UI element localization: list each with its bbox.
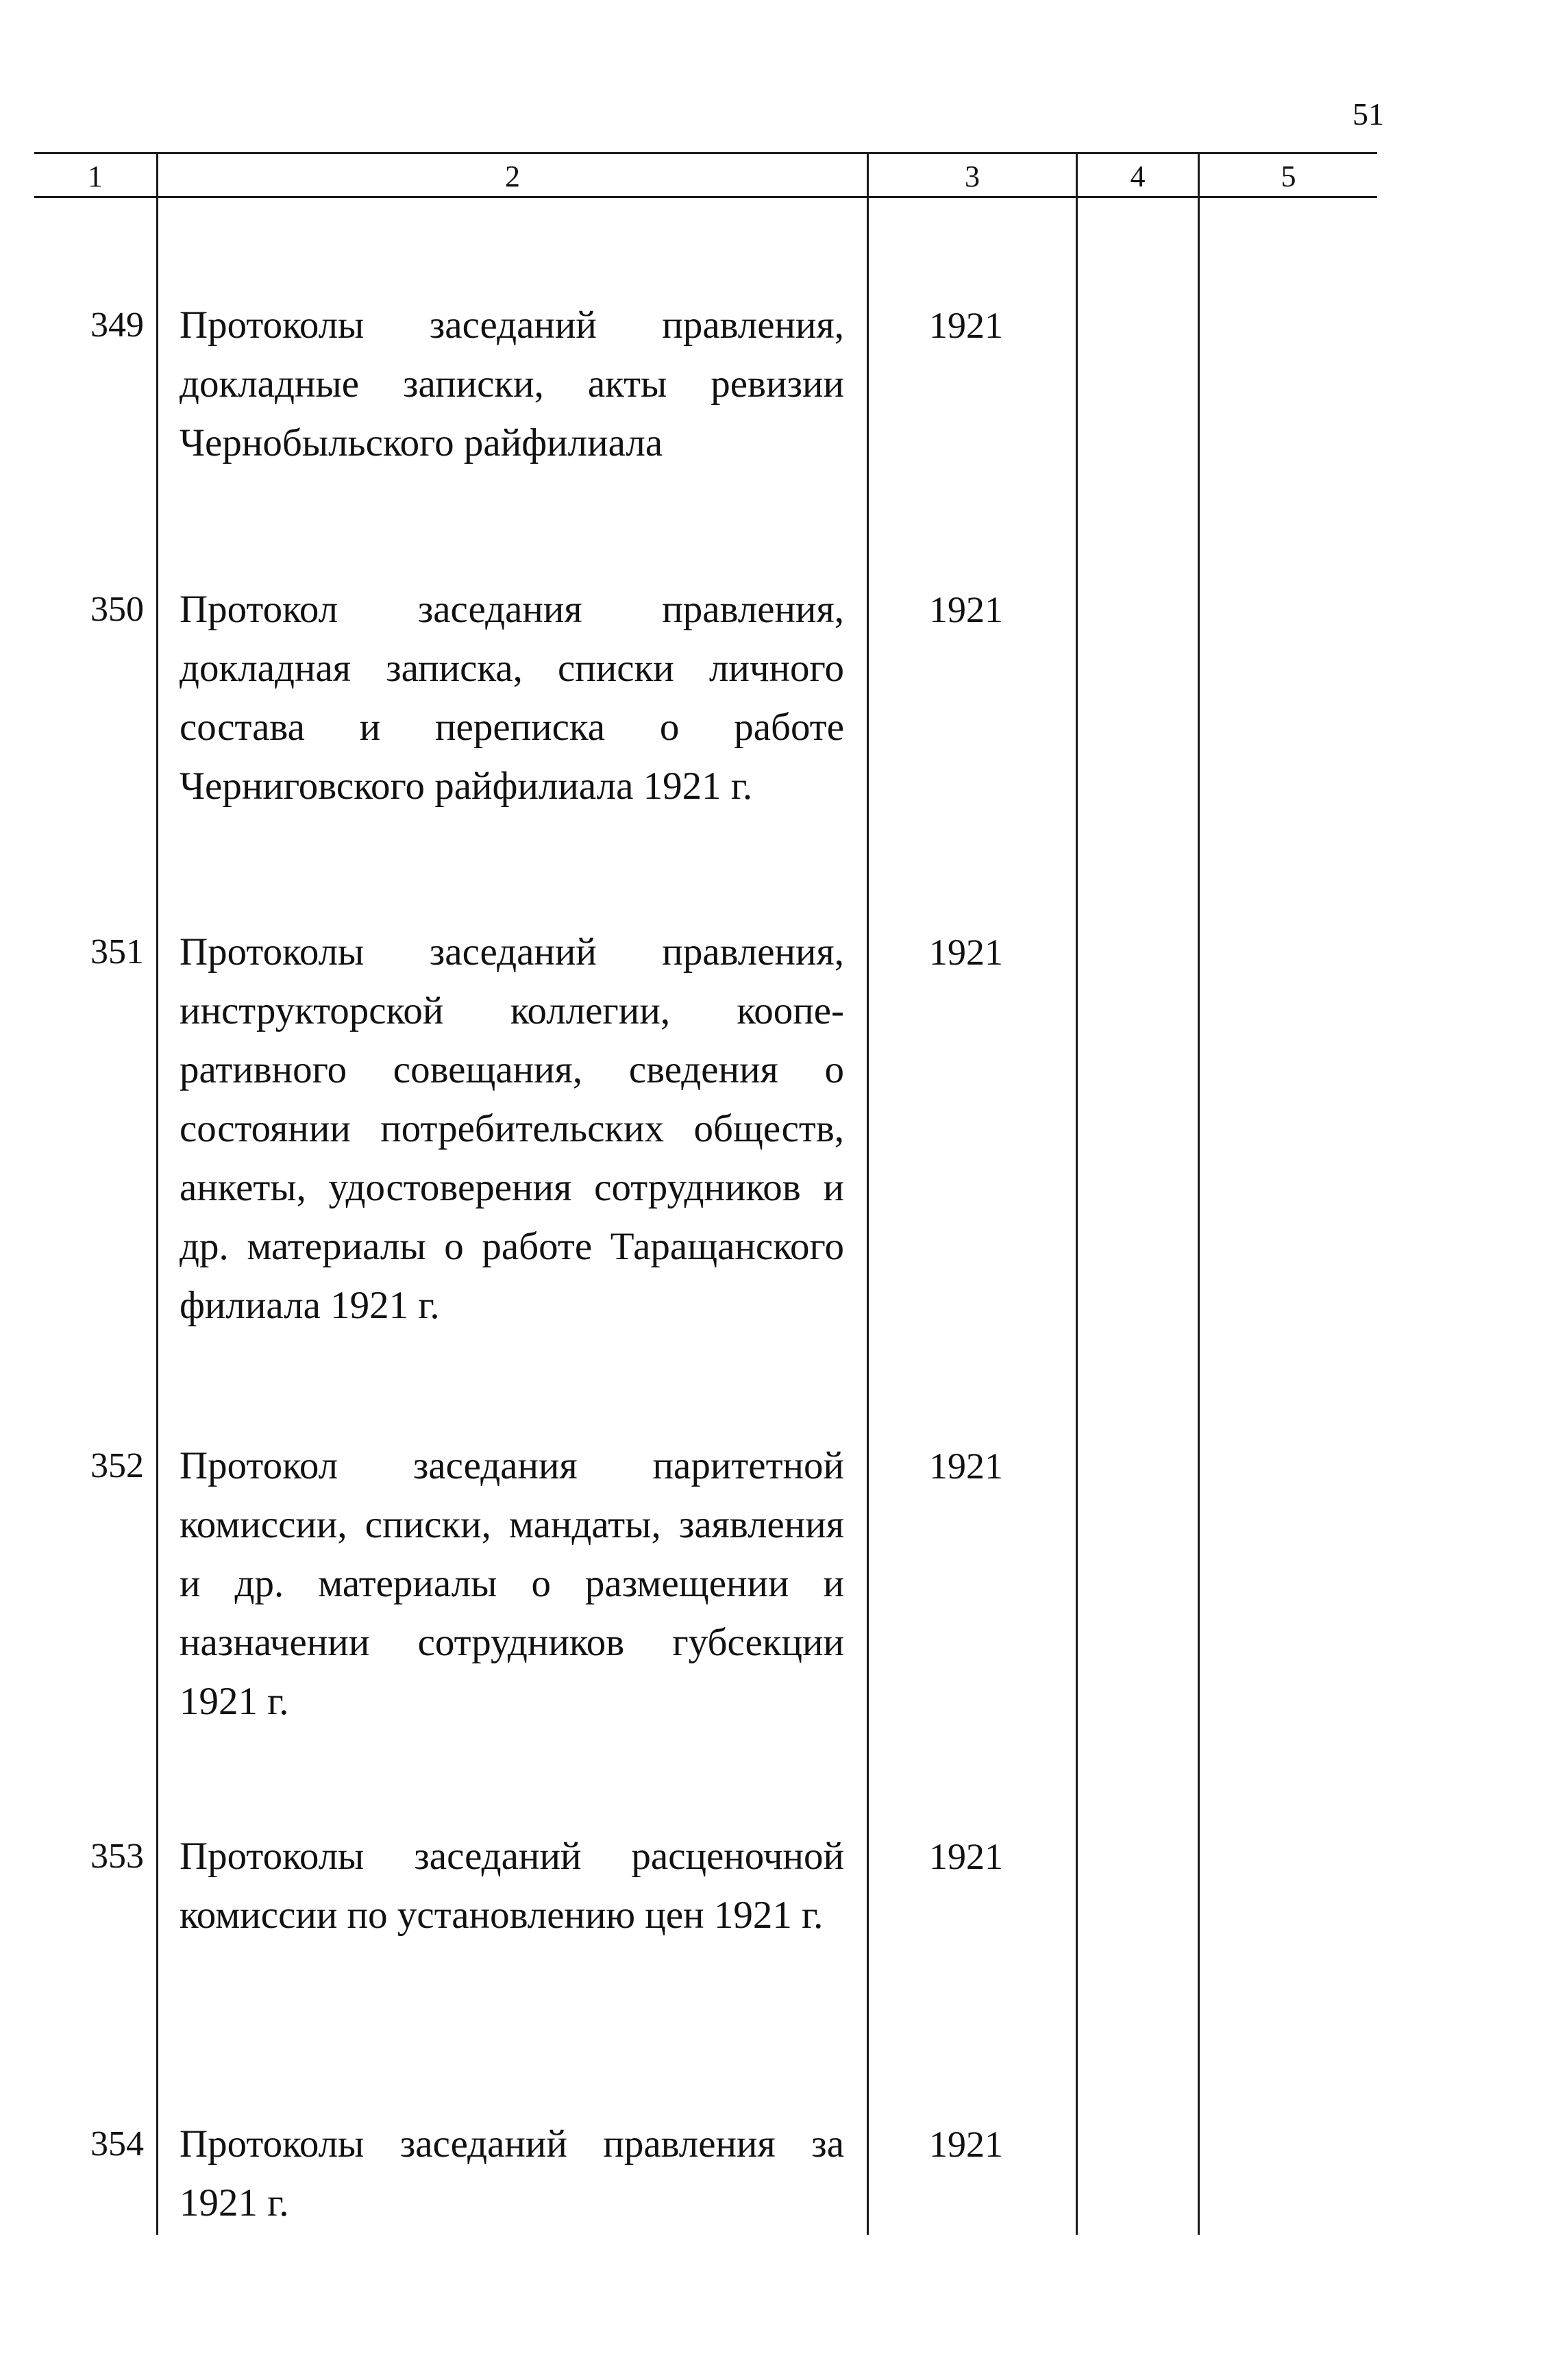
column-header-4: 4 [1130,160,1146,193]
column-divider-3 [1076,152,1078,2235]
row-title: Протокол заседания правления, докладная записка, списки личного состава и переписка о работе Черниговского райфилиала 1921 г. [180,588,844,808]
row-title: Протоколы заседаний правления, докладные записки, акты ревизии Чернобыльского райфилиала [180,303,844,464]
row-number: 351 [90,932,144,971]
row-title: Протокол заседания паритетной комиссии, списки, мандаты, заявления и др. материалы о размещении и назначении сотрудников губсекции 1921 г. [180,1444,844,1723]
row-number: 349 [90,306,144,345]
row-date: 1921 [929,932,1003,973]
row-title: Протоколы заседаний правления за 1921 г. [180,2122,844,2224]
row-date: 1921 [929,1446,1003,1487]
table-header-rule [34,196,1377,198]
column-divider-4 [1198,152,1200,2235]
row-number: 352 [90,1446,144,1485]
row-date: 1921 [929,305,1003,346]
column-header-3: 3 [965,160,980,193]
row-number: 350 [90,590,144,629]
row-date: 1921 [929,2124,1003,2165]
column-header-1: 1 [88,160,103,193]
column-divider-2 [867,152,869,2235]
row-number: 354 [90,2124,144,2164]
row-date: 1921 [929,1836,1003,1877]
row-number: 353 [90,1837,144,1876]
column-divider-1 [156,152,158,2235]
page-number: 51 [1353,97,1384,132]
table-top-rule [34,152,1377,154]
row-title: Протоколы заседаний расценочной комиссии по установлению цен 1921 г. [180,1835,844,1937]
column-header-2: 2 [505,160,520,193]
column-header-5: 5 [1281,160,1296,193]
row-title: Протоколы заседаний правления, инструкторской коллегии, коопе-ративного совещания, сведения о состоянии потребительских обществ, анкеты, удостоверения сотрудников и др. материалы о работе Таращанского филиала 1921 г. [180,930,844,1327]
row-date: 1921 [929,589,1003,630]
